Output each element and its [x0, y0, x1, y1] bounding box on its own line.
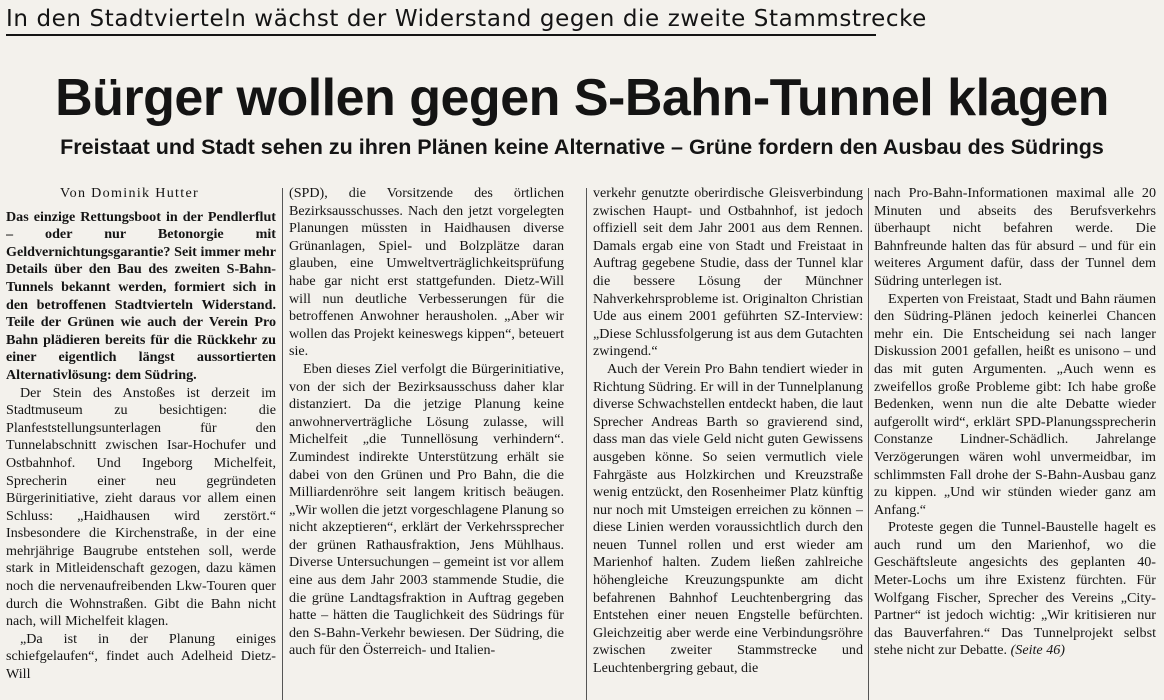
- article-column-2: [289, 185, 564, 700]
- article-column-1: [6, 185, 276, 700]
- kicker: In den Stadtvierteln wächst der Widerstand gegen die zweite Stammstrecke: [6, 4, 876, 36]
- article-column-4: [874, 185, 1156, 700]
- column-rule: [586, 188, 587, 700]
- paragraph-text: Proteste gegen die Tunnel-Baustelle hagelt es auch rund um den Marienhof, wo die Geschäftsleute angesichts des geplanten 40-Meter-Lochs um ihre Existenz fürchten. Für Wolfgang Fischer, Sprecher des Vereins „City-Partner“ ist jedoch wichtig: „Wir kritisieren nur das Bauverfahren.“ Das Tunnelprojekt selbst stehe nicht zur Debatte.: [874, 519, 1156, 659]
- paragraph: Eben dieses Ziel verfolgt die Bürgerinitiative, von der sich der Bezirksausschuss daher klar distanziert. Da die jetzige Planung keine anwohnerverträgliche Lösung zulasse, will Michelfeit „die Tunnellösung verhindern“. Zumindest indirekte Unterstützung erhält sie dabei von den Grünen und Pro Bahn, die die Milliardenröhre seit langem kritisch beäugen. „Wir wollen die jetzt vorgeschlagene Planung so nicht akzeptieren“, erklärt der Verkehrssprecher der grünen Rathausfraktion, Jens Mühlhaus. Diverse Untersuchungen – gemeint ist vor allem eine aus dem Jahr 2003 stammende Studie, die die grüne Landtagsfraktion in Auftrag gegeben hatte – hätten die Tauglichkeit des Südrings für den S-Bahn-Verkehr bewiesen. Der Südring, die auch für den Österreich- und Italien-: [289, 360, 564, 659]
- subheadline: Freistaat und Stadt sehen zu ihren Plänen keine Alternative – Grüne fordern den Ausbau des Südrings: [60, 135, 1104, 159]
- paragraph: Experten von Freistaat, Stadt und Bahn räumen den Südring-Plänen jedoch keinerlei Chancen mehr ein. Die Entscheidung sei nach langer Diskussion 2001 gefallen, heißt es unisono – und das mit guten Argumenten. „Auch wenn es zweifellos große Probleme gibt: Ich habe große Bedenken, wenn nun die alte Debatte wieder aufgerollt wird“, erklärt SPD-Planungssprecherin Constanze Lindner-Schädlich. Jahrelange Verzögerungen wären wohl unvermeidbar, im schlimmsten Fall drohe der S-Bahn-Ausbau ganz zu kippen. „Und wir stünden wieder ganz am Anfang.“: [874, 290, 1156, 518]
- column-rule: [868, 188, 869, 700]
- article-intro: Das einzige Rettungsboot in der Pendlerflut – oder nur Betonorgie mit Geldvernichtungsgarantie? Seit immer mehr Details über den Bau des zweiten S-Bahn-Tunnels bekannt werden, formiert sich in den betroffenen Stadtvierteln Widerstand. Teile der Grünen wie auch der Verein Pro Bahn plädieren bereits für die Rückkehr zu einer eigentlich längst aussortierten Alternativlösung: dem Südring.: [6, 208, 276, 383]
- paragraph: (SPD), die Vorsitzende des örtlichen Bezirksausschusses. Nach den jetzt vorgelegten Planungen müssten in Haidhausen diverse Grünanlagen, Spiel- und Bolzplätze daran glauben, eine Umweltverträglichkeitsprüfung habe gar nicht erst stattgefunden. Dietz-Will will nun deutliche Verbesserungen für die betroffenen Anwohner herausholen. „Aber wir wollen das Projekt keineswegs kippen“, beteuert sie.: [289, 185, 564, 360]
- headline: Bürger wollen gegen S-Bahn-Tunnel klagen: [55, 69, 1109, 127]
- paragraph: nach Pro-Bahn-Informationen maximal alle 20 Minuten und abseits des Berufsverkehrs überhaupt nicht befahren werde. Die Bahnfreunde halten das für absurd – und für ein weiteres Argument dafür, dass der Tunnel dem Südring unterlegen ist.: [874, 185, 1156, 289]
- paragraph: „Da ist in der Planung einiges schiefgelaufen“, findet auch Adelheid Dietz-Will: [6, 630, 276, 683]
- paragraph: Der Stein des Anstoßes ist derzeit im Stadtmuseum zu besichtigen: die Planfeststellungsunterlagen für den Tunnelabschnitt zwischen Isar-Hochufer und Ostbahnhof. Und Ingeborg Michelfeit, Sprecherin einer neu gegründeten Bürgerinitiative, zieht daraus vor allem einen Schluss: „Haidhausen wird zerstört.“ Insbesondere die Kirchenstraße, in der eine mehrjährige Baugrube entstehen soll, werde stark in Mitleidenschaft gezogen, dazu kämen noch die nervenaufreibenden Lkw-Touren quer durch die Wohnstraßen. Gibt die Bahn nicht nach, will Michelfeit klagen.: [6, 384, 276, 630]
- page-reference: (Seite 46): [1010, 642, 1065, 659]
- paragraph: verkehr genutzte oberirdische Gleisverbindung zwischen Haupt- und Ostbahnhof, ist jedoch offiziell seit dem Jahr 2001 aus dem Rennen. Damals ergab eine von Stadt und Freistaat in Auftrag gegebene Studie, dass der Tunnel klar die bessere Lösung der Münchner Nahverkehrsprobleme ist. Originalton Christian Ude aus einem 2001 geführten SZ-Interview: „Diese Schlussfolgerung ist aus dem Gutachten zwingend.“: [593, 185, 863, 360]
- byline: Von Dominik Hutter: [60, 185, 200, 201]
- paragraph: [874, 519, 1156, 660]
- article-column-3: [593, 185, 863, 700]
- paragraph: Auch der Verein Pro Bahn tendiert wieder in Richtung Südring. Er will in der Tunnelplanung diverse Schwachstellen entdeckt haben, die laut Sprecher Andreas Barth so gravierend sind, dass man das viele Geld nicht guten Gewissens ausgeben könne. So seien vermutlich viele Fahrgäste aus Holzkirchen und Kreuzstraße wenig entzückt, den Rosenheimer Platz künftig nur noch mit Umsteigen erreichen zu können – diese Linien werden voraussichtlich durch den neuen Tunnel rollen und erst wieder am Marienhof halten. Zudem ließen zahlreiche höhengleiche Kreuzungspunkte am dicht befahrenen Bahnhof Leuchtenbergring das Entstehen einer neuen Engstelle befürchten. Gleichzeitig aber werde eine Verbindungsröhre zwischen zweiter Stammstrecke und Leuchtenbergring gebaut, die: [593, 360, 863, 677]
- column-rule: [282, 188, 283, 700]
